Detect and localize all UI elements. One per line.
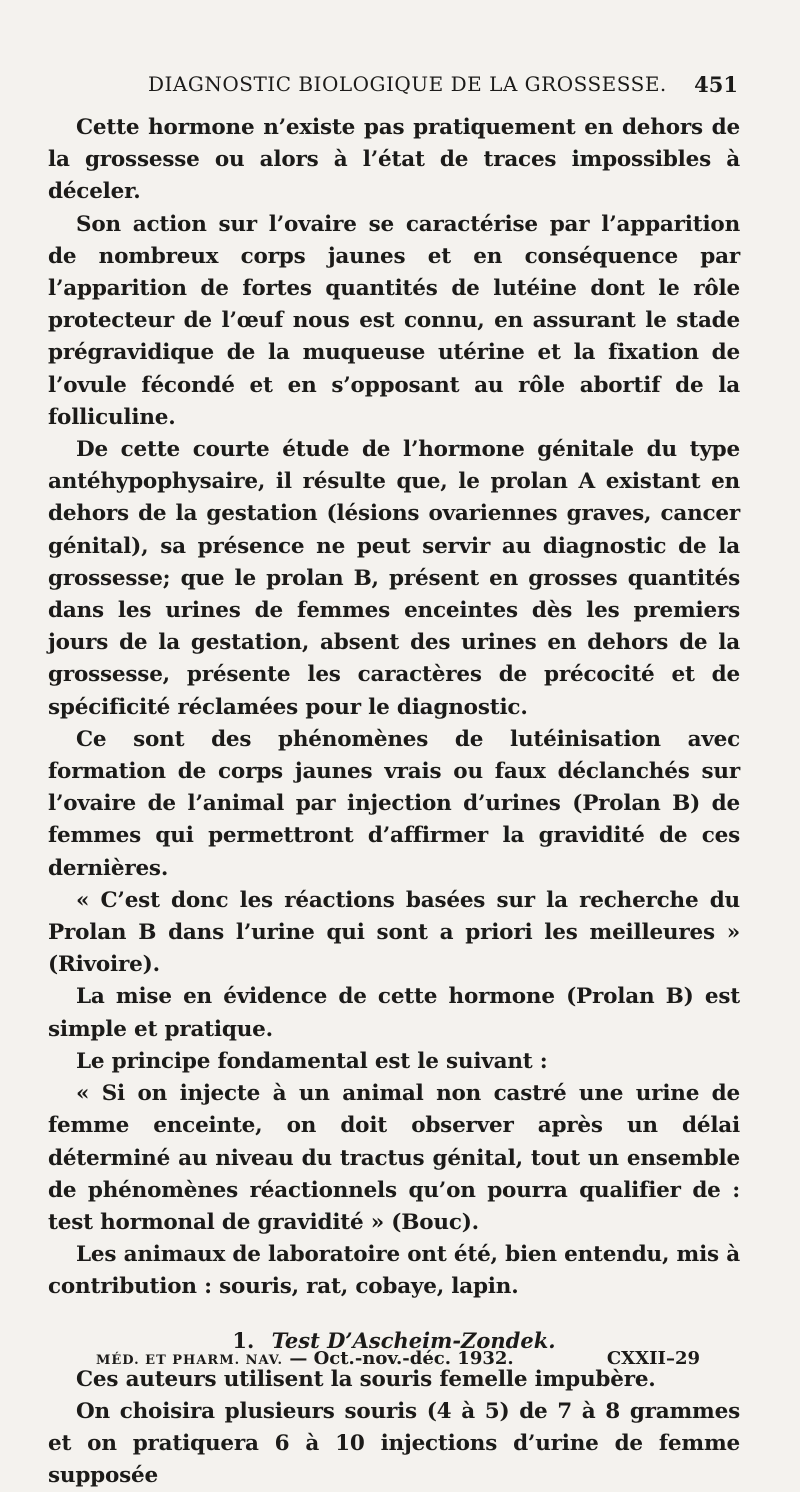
page-number: 451 (694, 72, 738, 97)
footer-signature: CXXII–29 (606, 1348, 700, 1369)
footer-dash: — (289, 1348, 308, 1369)
paragraph-quote: « Si on injecte à un animal non castré une urine de femme enceinte, on doit observer après un délai déterminé au niveau du tractus génital, tout un ensemble de phénomènes réactionnels qu’on pourra qualifier de : test hormonal de gravidité » (Bouc). (48, 1081, 740, 1235)
paragraph: Cette hormone n’existe pas pratiquement en dehors de la grossesse ou alors à l’état de traces impossibles à déceler. (48, 115, 740, 205)
paragraph: Ces auteurs utilisent la souris femelle impubère. (76, 1366, 656, 1392)
paragraph: Le principe fondamental est le suivant : (76, 1048, 548, 1074)
paragraph: Son action sur l’ovaire se caractérise par l’apparition de nombreux corps jaunes et en conséquence par l’apparition de fortes quantités de lutéine dont le rôle protecteur de l’œuf nous est connu, en assurant le stade prégravidique de la muqueuse utérine et la fixation de l’ovule fécondé et en s’opposant au rôle abortif de la folliculine. (48, 211, 740, 430)
paragraph: Les animaux de laboratoire ont été, bien entendu, mis à contribution : souris, rat, cobaye, lapin. (48, 1242, 740, 1300)
page-footer (96, 1348, 700, 1378)
paragraph: Ce sont des phénomènes de lutéinisation avec formation de corps jaunes vrais ou faux déclanchés sur l’ovaire de l’animal par injection d’urines (Prolan B) de femmes qui permettront d’affirmer la gravidité de ces dernières. (48, 726, 740, 881)
paragraph: La mise en évidence de cette hormone (Prolan B) est simple et pratique. (48, 984, 740, 1042)
paragraph: De cette courte étude de l’hormone génitale du type antéhypophysaire, il résulte que, le prolan A existant en dehors de la gestation (lésions ovariennes graves, cancer génital), sa présence ne peut servir au diagnostic de la grossesse; que le prolan B, présent en grosses quantités dans les urines de femmes enceintes dès les premiers jours de la gestation, absent des urines en dehors de la grossesse, présente les caractères de précocité et de spécificité réclamées pour le diagnostic. (48, 437, 740, 720)
section-title: Test D’Ascheim-Zondek. (271, 1327, 556, 1353)
page-header (48, 72, 740, 102)
footer-journal: MÉD. ET PHARM. NAV. (96, 1353, 284, 1368)
body-text (48, 112, 740, 1492)
paragraph-quote: « C’est donc les réactions basées sur la recherche du Prolan B dans l’urine qui sont a priori les meilleures » (Rivoire). (48, 887, 740, 978)
footer-date: Oct.-nov.-déc. 1932. (313, 1348, 514, 1369)
paragraph: On choisira plusieurs souris (4 à 5) de 7 à 8 grammes et on pratiquera 6 à 10 injections d’urine de femme supposée (48, 1398, 740, 1489)
section-number: 1. (232, 1327, 255, 1353)
running-head: DIAGNOSTIC BIOLOGIQUE DE LA GROSSESSE. (148, 72, 667, 96)
